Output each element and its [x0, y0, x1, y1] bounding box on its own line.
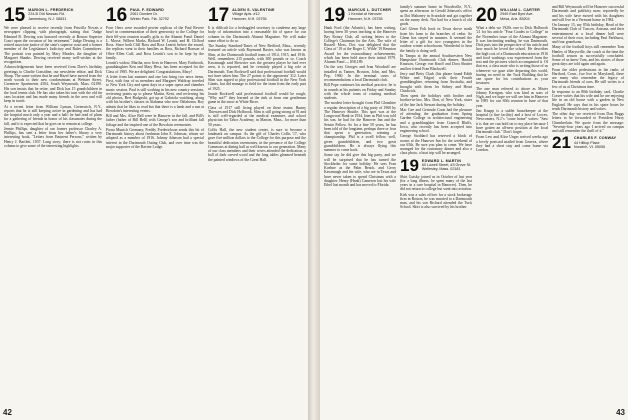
address-line: 44 Hilltop Place [573, 140, 600, 145]
column-paragraph: The modest letter brought from Phil Glanshire a regular description of a big party of 1960 by The Hanover Shuttle. This spot was at the Longwood Bank in 1934, later as Phil was told his son, he had for the Hanover Inn and the Senior Fellow. So for a fine 50 years, he has been told of the longtime, perhaps three or four that spent a generation, winning a championship. Phil is a swell fellow, well, given grandchildren, and two great grandchildren. He is always flying this summer to come back. [324, 101, 396, 152]
secretary-name: CHARLES F. CONWAY [573, 136, 617, 141]
class-entry-header [4, 7, 102, 24]
secretary-name: ALDEN S. VALENTINE [232, 8, 275, 12]
address-line: 2949 East Byrd Ave. [500, 12, 534, 17]
class-secretary-address [130, 7, 169, 21]
column-paragraph: A letter from last summer and one last bring two news items. First, with four of us members and Margaret Waldrop traveled to New York City and spent days in a super opera and chamber music session. Paul is still working in his new country sessions, reviewing points up to please Martin, Kent, and reviewing his old photos, Bert Budgeski, got up at Gabriola watching, along with his brother's classes in Alabama who now Oklahoma. Roy admits that he likes to read but that there is a lamb and a sun at Bowdoin's interesting events. [106, 74, 204, 113]
column-paragraph: Many of the football boys still remember Tom Hanley of Marysville, the coach at the time the football season as successfully concluded. Some of us knew Tom, and his stories of those great days are told again and again. [552, 45, 624, 67]
page-number-left: 42 [3, 408, 12, 417]
left-column-1 [4, 5, 102, 407]
class-secretary-address [232, 7, 274, 21]
column-paragraph: What a debt we 1920s owe to Dick Holbrook '21 for his article "Four Grades to College" in the November issue of the Alumni Magazine. It was fascinating reading, he was Dartmouth. Dick puts into the perspective of his article and how much he loved the school. He describes the high cost of a Dartmouth education in 1916 and food washings was experienced from the text and the pictures which accompanied it. Of that era, a class mate who is writing those of us whenever we gaze after departing this world, having no need in the Tuck Building that he can spare for his contributions as your treasurer. [476, 26, 548, 86]
column-paragraph: Skirt Gutsky joined us in October of last year (for a long illness, he spent many of the last years in a care hospital in Hanover). Then, he did not return to college but went into aviation. [400, 174, 472, 192]
class-secretary-address [574, 135, 616, 149]
column-paragraph: Kirk was a sales officer for a stock brokerage firm in Boston, he was married to a Dartmouth man, and his son Richard attended the Tuck School. Skirt is also survived by his brother. [400, 192, 472, 210]
class-year-number: 21 [552, 133, 571, 153]
secretary-name: MARION L. FREDERICK [28, 8, 74, 12]
right-column-1 [324, 5, 396, 407]
column-paragraph: In response to an 80th birthday card, Charlie Craver writes that his wife and he are enjoying life in an old house with a garden in New England. He says that in his spare hours he reads Dartmouth history and writes. [552, 89, 624, 111]
class-year-number: 19 [324, 5, 346, 26]
address-line: Norwich, Vt. 05055 [573, 144, 606, 149]
column-paragraph: Jennie Phillips, daughter of our former professor Charley A. Phillips, has sent a letter from her father's library a very interesting book, "Letters from Eminent Persons," written by Henry J. Bartlett, 1837. Long story; there is not room in this column to give some of the interesting highlights. [4, 126, 102, 148]
class-entry-header [400, 155, 472, 175]
right-column-2 [400, 5, 472, 407]
class-year-number: 15 [4, 5, 26, 26]
right-column-3 [476, 5, 548, 407]
class-secretary-address [422, 158, 471, 172]
class-year-number: 17 [208, 5, 230, 26]
left-page [0, 0, 308, 420]
left-column-2 [106, 5, 204, 407]
column-paragraph: Four 16ers were awarded pewter replicas of the Paul Revere bowl in commemoration of their generosity to the College for their 60-year reunion usually gifts to the Alumni Fund: Daniel L. Morse, Wilbert Marks, Richard W. Learitt, and H. Clifford Ross. Since both Cliff Ross and Ross Learitt before the award, the replicas went to their families as Ross, Richard Ronson of Olive Ellen Cuff, and Ross Learitt's son to be kept by the family. [106, 26, 204, 60]
column-paragraph: Acknowledgements have been received from Dave's birthday greetings to Charlie Considine, our newsletter editor, and Dick Sharp. The same written that he and Hazel have moved from the north woods to their new condominium at Webster Street, Greentree Apartments 4304, South Weymouth, Mass. 02190. His son insists that he retire, and Dick has 15 grandchildren in the local tennis club. He has also taken his turn with the old tin cans location and has made many friends in the area and will keep in touch. [4, 65, 102, 104]
address-line: Wellesley, Mass. 02181 [421, 167, 461, 172]
column-paragraph: Collis Hall, the new student center, is sure to become a landmark on campus. As the gift of Charles Collis '17, who gave five million dollars to the College for this purpose and the beautiful dedication ceremonies, in the presence of the College Commons at dining hall as well known to our generation. Many of our class members and their wives attended the dedication, a ball of dark carved wood and the long tables gleamed beneath the painted windows of the Great Hall. [208, 127, 306, 162]
column-paragraph: Mac Gee and Gertrude Coon had the pleasure of attending the graduation from Spring Garden College in architectural engineering and a granddaughter from Council Bluffs, Iowa, who recently has been accepted into engineering school. [400, 107, 472, 133]
column-paragraph: The one man referred to above as Mister Johnny Kerrigan, who was kind as sons of Nigh, and we hope we will see him in Hanover in 1985 for our 65th reunion in June of that year. [476, 86, 548, 108]
right-page [320, 0, 628, 420]
column-paragraph: Then spent the holidays with brother and brother-in-law, Mrs. Don, of New York, sister of the late Jack Stewart during the holiday. [400, 94, 472, 107]
column-paragraph: From the older pedestrians in the ranks of Hartford, Conn., (we live in Maryland), there are many who remember the legacy of Dartmouth friends of ours. He still writes to a few of us at Christmas time. [552, 67, 624, 89]
column-paragraph: Jerry and Betty Clark (his phone found Edith White and Edgar) with their Fourth granddaughter, returning from Australia, and brought with them for Sidney and Heart Chadwick. [400, 71, 472, 93]
column-paragraph: George Stoddard has reserved a block of rooms at the Hanover Inn for the weekend of our 65th. Be sure you plan to come. We have arranged for the customary dinner and also a class photo, a boat trip will be arranged. [400, 134, 472, 156]
class-secretary-address [348, 7, 391, 21]
column-paragraph: Fiona Munich Germany, Freddy Frederickson sends this bit of Dartmouth history about freshman John E. Johnson, whom we adopted as a member of 1916. Johnny Johnson had a special interest in the Dartmouth Outing Club, and over time was the major supporter of the Ravine Lodge. [106, 127, 204, 149]
address-line: Village Apts. #12 [232, 12, 260, 17]
column-paragraph: It is difficult for a bedraggled secretary to condense any large body of information into a reasonable bit of space for our column in the Dartmouth Alumni Magazine. We will make some effort to do so. [208, 26, 306, 43]
column-paragraph: Some say he did give this big party, and we will be surprised that he has turned the Stockholm for some holiday. He sees Fran Koehne as the Palm Beach, and Gerry Kavanaugh and his wife, who are in Texas and have never taken to spend Christmas with a daughter. Henry (Hank) Cameron lost his wife Ethel last month and has moved to Florida. [324, 153, 396, 187]
address-line: Hanover, N.H. 03755 [348, 16, 383, 21]
column-paragraph: Bill Pope continues his medical practice, he is in rounds at his patients on Friday and Sunday with the whole team of rotating medical students. [324, 83, 396, 100]
column-paragraph: and Bill Weymouth will be Hanover successful Dartmouth and publicity man; reportedly he and his wife have moved with his daughters and will live in a Vermont home in 1984. [552, 5, 624, 22]
right-column-4 [552, 5, 624, 407]
column-paragraph: At a recent letter from William Lyman, Greenwich, N.Y., reports that he is still keeping active in gardening and has had the hospital much only a year and a half; he had read of plans for a gathering of friends in honor of his classmates during the fall, and it is expected that he goes on to remain at college. [4, 104, 102, 126]
address-line: 224-B Old Nassau Rd. [28, 12, 66, 17]
address-line: Mesa, Ariz. 85204 [500, 16, 530, 21]
column-paragraph: In Tampa at the annual Southwestern New Hampshire Dartmouth Club dinner, Harold Knutson, George von Knoff and Dora Shutter and her friend Fran Blackwell. [400, 53, 472, 71]
secretary-name: EDWARD L. MARTIN [421, 158, 462, 163]
class-year-number: 19 [400, 155, 419, 175]
column-paragraph: Bill and Mrs. Alice Bell were in Hanover in the fall, and Bill's father (father of Bill Bell) with George's son and brilliant fall foliage and the inspired one of the Bowdoin ceremonies. [106, 114, 204, 127]
class-entry-header [208, 7, 306, 24]
class-entry-header [324, 7, 396, 24]
address-line: Winter Park, Fla. 32792 [130, 16, 169, 21]
class-year-number: 20 [476, 5, 498, 26]
column-paragraph: On the way Georges and Ivan Woodruff are installed as Tanner, Broston, John, and Mrs. Pep, 1960. In the terminal cases of recommendations a local Dartmouth club. [324, 65, 396, 82]
left-column-3 [208, 5, 306, 407]
column-paragraph: Learitt's widow, Martha, now lives in Hanover. Mary Fairbrook, granddaughter Ken and Mary Hess, has been accepted for the Class of 1985. We are delighted. Congratulations, Mary! [106, 61, 204, 74]
address-line: 2061 Dundee Dr. [130, 12, 159, 17]
class-year-number: 16 [106, 5, 128, 26]
column-paragraph: Carl Glenn Folt back in Texas drove north from his farm to the branches of cedar. So Glenn has stayed in summer. It seemed the letter of a gift for two youngsters in the outdoor winter schoolroom. Wonderful to hear the family is doing well. [400, 27, 472, 53]
secretary-name: WILLIAM L. CARTER [500, 8, 540, 12]
column-paragraph: family's summer home in Woodsville, N.Y., spent an afternoon in Gerald Johnson's office as Dot Mahoney in Scarsdale and got together on the sunny deck. Not bad for a bunch of old grads. [400, 5, 472, 26]
address-line: Jamesburg, N.J. 08831 [28, 16, 67, 21]
column-paragraph: Hank Ford (the Atlantic), has been writing, having been 30 years teaching at the Hanover Bay Rotary Club, all writing letters to the College's Chairman for the Arts. The wife of Russell Moss, Dot, was delighted that the Class of '19 at the Roger C. Wilde '19 Reunion Award for the extraordinary achievements, which has been held since their initial 1979. Alumni Fund — $58,189. [324, 26, 396, 64]
address-line: Hanover, N.H. 03755 [232, 16, 267, 21]
address-line: 60 Lowell Street, #3 Grove St. [421, 162, 472, 167]
class-secretary-address [500, 7, 540, 21]
column-paragraph: The other day we received from Dan Baggs letters to be forwarded to President Harry Chamberlain. We quote from the message: "Seventy-four years ago I arrived on campus and still remember the thrill of it." [552, 112, 624, 133]
column-paragraph: Jeanie Rockwell said professional football would be rough; "Why not?" they learned at the rink at from one gentleman game in the snow at White River. [208, 91, 306, 105]
class-secretary-address [28, 7, 74, 21]
secretary-name: MARCUS L. DUTCHER [348, 8, 392, 12]
column-paragraph: We were pleased to receive recently from Priscilla Novais a newspaper clipping, with photograph, stating that "Judge Edmund R. Dewing was honored recently at Boston Superior Court upon the occasion of his retirement." Judge Dewing is a retired associate justice of the state's superior court and a former member of the Legislature's Judiciary and Rules Committees. The portrait was painted by Mary Meader, the daughter of Margaret Shanks. Dewing received many well-wishes at the recognition. [4, 26, 102, 64]
class-entry-header [106, 7, 204, 24]
address-line: 1 Kendal at Hanover [348, 12, 382, 17]
column-paragraph: Jim Knapp is a sublet housekeeper at the hospital (a fine facility) and a host of Lowes, Newcomers, N.J.'s "come home" writes: "Saw it is that we can hold on to my place because I have gotten an all-new position at the local Dartmouth club." Don't forget. [476, 108, 548, 134]
column-paragraph: From Lew and Alice Unger arrived weeks ago a lovely postcard mailed from Geneva, where they had a short stay and came home via London. [476, 135, 548, 152]
column-paragraph: On January 15, my 85th birthday, Head of the Dartmouth Club of Tuscon, Arizona, and their entertainment at a local dinner hall were several of their own, including Paul Parkhurst, and four grandsons. [552, 23, 624, 44]
secretary-name: PAUL F. EDWARD [130, 8, 164, 12]
column-paragraph: The Sunday Standard-Times of New Bedford, Mass., recently featured an article with Raymond Baxter, who was known as Slim, at the Dartmouth football team of 1914, 1915, and 1916. Well, remembers 215 pounds, with 300 pounds or so. Coach Kavanaugh said Brewster was the greatest player he had ever seen, it is reported, and he certainly played a big role at Dartmouth. Tom Rockwell said that professional football would not have taken him. The 27 points to the opponents' 312. Later Slim was signed to play professional football in the New York Giants, but did manage to field for the team from the early part of 1925. [208, 44, 306, 91]
gutter [308, 0, 320, 420]
class-entry-header [552, 133, 624, 153]
column-paragraph: Class of 1917 still living played on these teams: Bunny Thiessen and Dick Holbrook. Slim is still going strong at 91 and is still well-regarded at the medical examiner, and school physician for Tabor Academy, in Marion, Mass., for more than 50 years. [208, 105, 306, 127]
class-entry-header [476, 7, 548, 24]
page-number-right: 43 [616, 408, 625, 417]
